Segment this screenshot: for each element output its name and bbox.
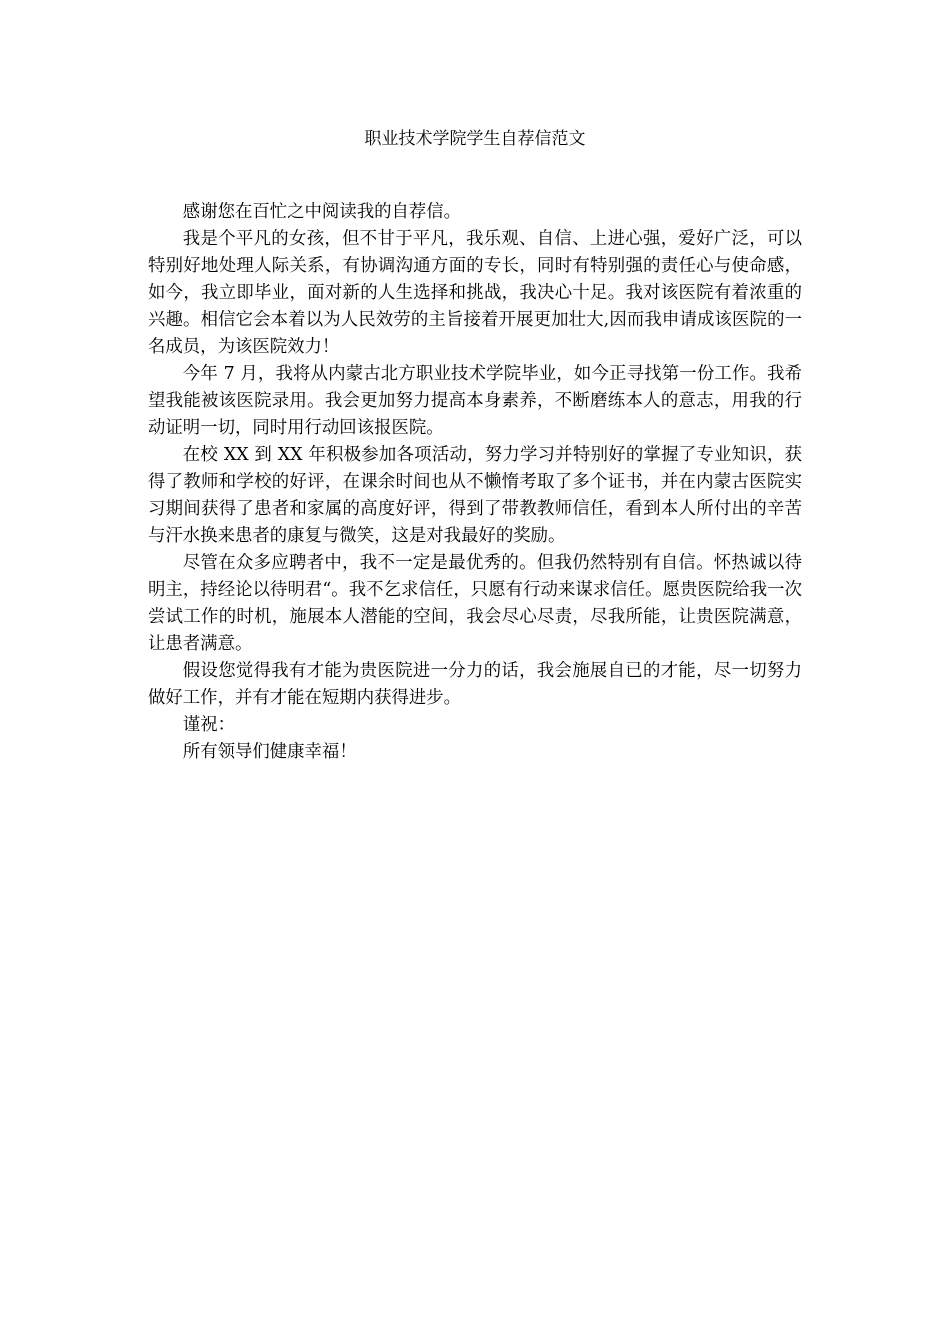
paragraph-school-experience: 在校 XX 到 XX 年积极参加各项活动，努力学习并特别好的掌握了专业知识，获得了教师和学校的好评，在课余时间也从不懒惰考取了多个证书，并在内蒙古医院实习期间获得了患者和家属的高度好评，得到了带教教师信任，看到本人所付出的辛苦与汗水换来患者的康复与微笑，这是对我最好的奖励。 [148,445,802,546]
paragraph-confidence: 尽管在众多应聘者中，我不一定是最优秀的。但我仍然特别有自信。怀热诚以待明主，持经论以待明君“。我不乞求信任，只愿有行动来谋求信任。愿贵医院给我一次尝试工作的时机，施展本人潜能的空间，我会尽心尽责，尽我所能，让贵医院满意，让患者满意。 [148,553,802,654]
paragraph-salutation: 谨祝： [182,715,235,735]
document-body [148,199,802,766]
paragraph-greeting: 感谢您在百忙之中阅读我的自荐信。 [182,202,462,222]
document-title: 职业技术学院学生自荐信范文 [364,129,586,149]
paragraph-self-introduction: 我是个平凡的女孩，但不甘于平凡，我乐观、自信、上进心强，爱好广泛，可以特别好地处理人际关系，有协调沟通方面的专长，同时有特别强的责任心与使命感，如今，我立即毕业，面对新的人生选择和挑战，我决心十足。我对该医院有着浓重的兴趣。相信它会本着以为人民效劳的主旨接着开展更加壮大,因而我申请成该医院的一名成员，为该医院效力！ [148,229,802,357]
paragraph-graduation: 今年 7 月，我将从内蒙古北方职业技术学院毕业，如今正寻找第一份工作。我希望我能被该医院录用。我会更加努力提高本身素养，不断磨练本人的意志，用我的行动证明一切，同时用行动回该报医院。 [148,364,802,438]
paragraph-closing: 假设您觉得我有才能为贵医院进一分力的话，我会施展自已的才能，尽一切努力做好工作，并有才能在短期内获得进步。 [148,661,802,708]
paragraph-wishes: 所有领导们健康幸福！ [182,742,357,762]
